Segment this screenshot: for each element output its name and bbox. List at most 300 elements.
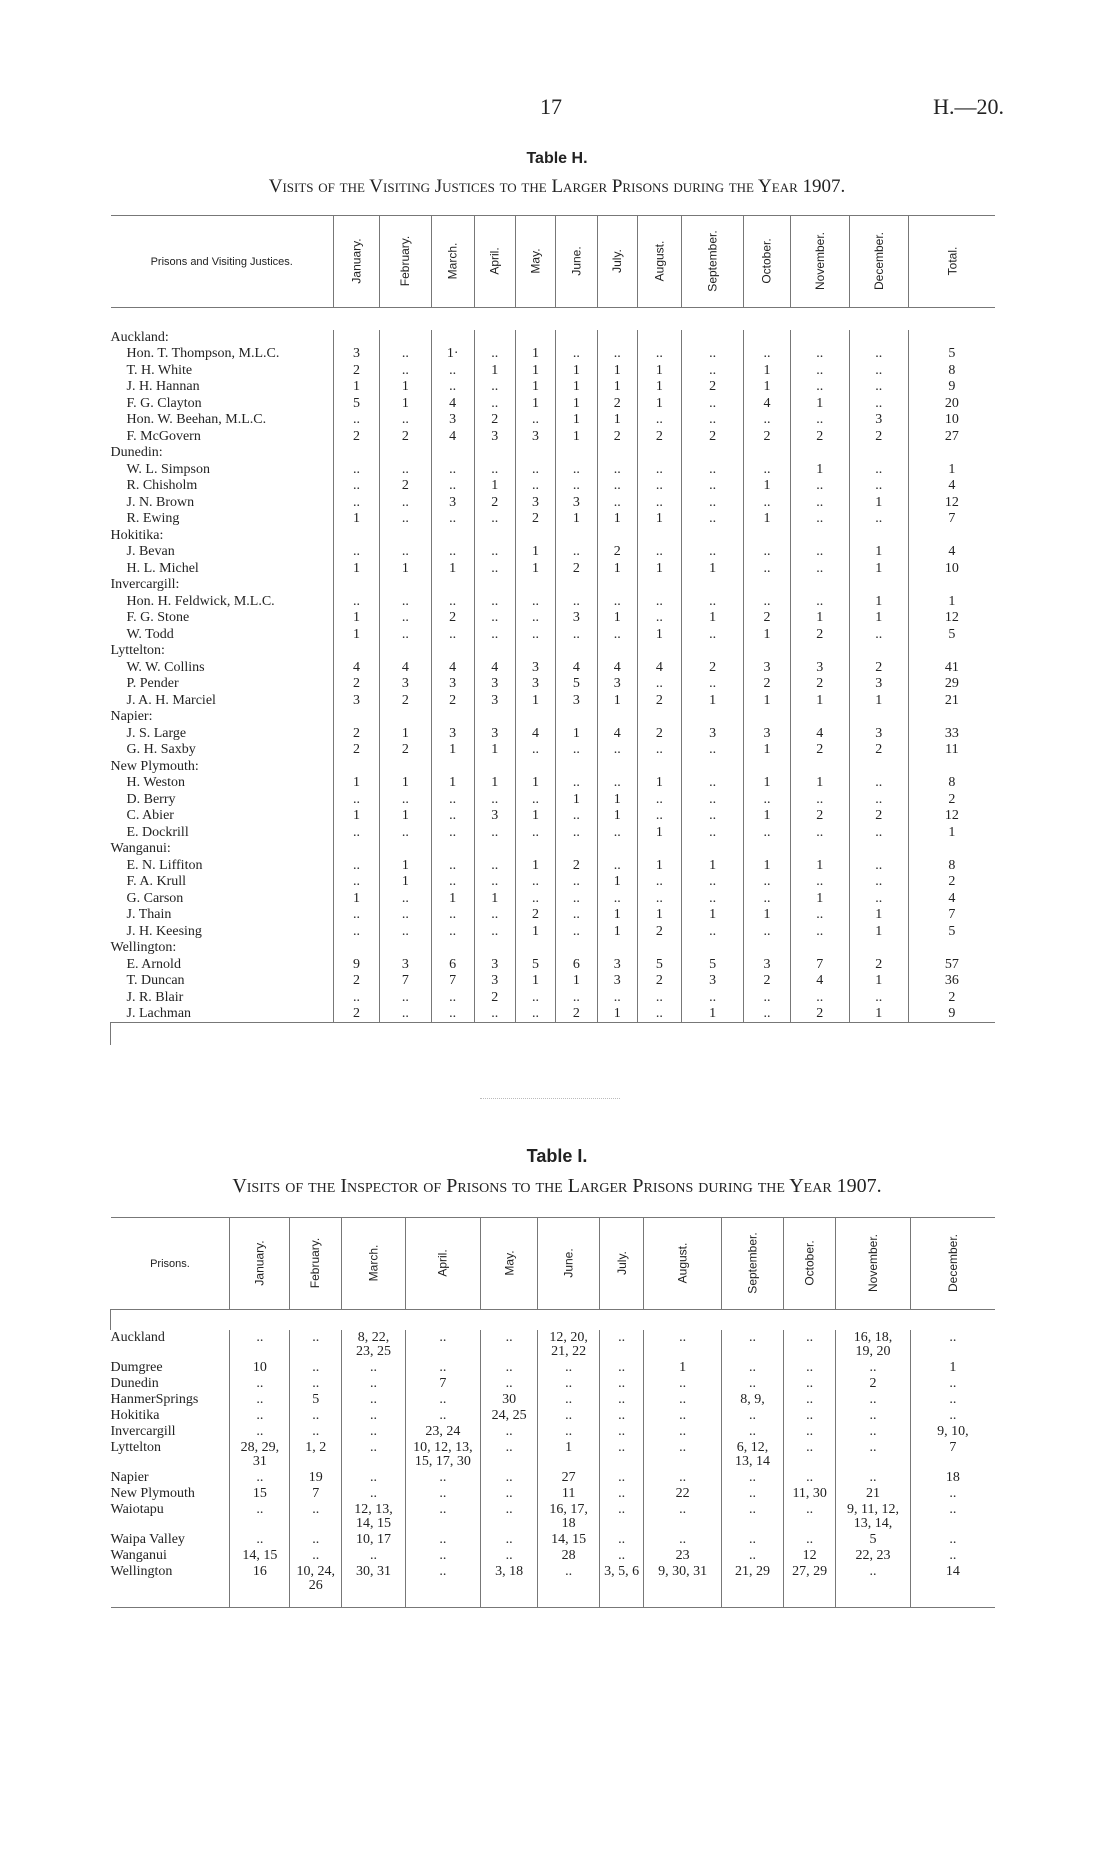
visit-count: .. <box>333 412 379 429</box>
justice-row <box>111 924 996 941</box>
visit-count <box>556 940 597 957</box>
visit-count: 1 <box>637 907 681 924</box>
visit-count: 1 <box>790 396 849 413</box>
visit-count: .. <box>474 396 515 413</box>
visit-count: 2 <box>637 924 681 941</box>
visit-count: .. <box>333 594 379 611</box>
visit-count: 1 <box>637 396 681 413</box>
visit-count: .. <box>474 627 515 644</box>
visit-count <box>790 709 849 726</box>
visit-count <box>790 841 849 858</box>
visit-count: 1 <box>637 363 681 380</box>
visit-count: 1 <box>790 891 849 908</box>
visit-dates: .. <box>290 1532 342 1548</box>
visit-dates: .. <box>910 1392 995 1408</box>
visit-count: .. <box>637 610 681 627</box>
visit-count <box>637 940 681 957</box>
visit-count: 2 <box>908 874 995 891</box>
table-h-body <box>111 308 996 1045</box>
visit-count <box>556 643 597 660</box>
prison-group-row <box>111 643 996 660</box>
visit-count <box>744 577 790 594</box>
month-header-label: April. <box>487 246 502 275</box>
month-header <box>681 216 743 308</box>
visit-count: 10 <box>908 561 995 578</box>
visit-count <box>333 709 379 726</box>
visit-count: 1 <box>597 924 637 941</box>
visit-count: .. <box>380 511 431 528</box>
visit-dates: .. <box>405 1486 480 1502</box>
prison-group-row <box>111 709 996 726</box>
table-i <box>110 1217 995 1608</box>
visit-dates: .. <box>784 1376 836 1392</box>
visit-count <box>556 709 597 726</box>
visit-count <box>790 940 849 957</box>
prison-name: Invercargill: <box>110 577 180 593</box>
visit-count <box>744 528 790 545</box>
visit-count <box>908 940 995 957</box>
visit-count: 4 <box>431 660 474 677</box>
visit-count: 3 <box>681 973 743 990</box>
visit-count: 5 <box>908 924 995 941</box>
justice-row <box>111 775 996 792</box>
justice-name: R. Ewing <box>126 511 180 527</box>
justice-name: H. L. Michel <box>126 560 199 576</box>
visit-count: 1 <box>637 511 681 528</box>
visit-dates: 30 <box>480 1392 537 1408</box>
visit-dates: 10, 17 <box>342 1532 406 1548</box>
visit-dates: .. <box>721 1532 783 1548</box>
visit-dates: .. <box>644 1330 721 1360</box>
visit-count: 2 <box>380 429 431 446</box>
prison-row <box>111 1486 996 1502</box>
justice-row <box>111 544 996 561</box>
justice-row <box>111 1006 996 1023</box>
visit-count: 7 <box>790 957 849 974</box>
visit-count: .. <box>849 858 908 875</box>
visit-count: 2 <box>431 693 474 710</box>
visit-count: .. <box>380 346 431 363</box>
visit-dates: .. <box>599 1392 644 1408</box>
visit-count <box>431 709 474 726</box>
visit-count: 1 <box>431 561 474 578</box>
visit-count: 2 <box>908 792 995 809</box>
justice-row <box>111 891 996 908</box>
visit-count <box>333 330 379 347</box>
visit-count <box>637 841 681 858</box>
visit-count: 3 <box>556 610 597 627</box>
prison-name: Waiotapu <box>110 1501 164 1517</box>
justice-row <box>111 462 996 479</box>
visit-count: .. <box>849 511 908 528</box>
justice-row <box>111 874 996 891</box>
visit-count: .. <box>849 478 908 495</box>
visit-count: .. <box>744 792 790 809</box>
visit-count: .. <box>637 478 681 495</box>
justice-row <box>111 594 996 611</box>
justice-name: W. L. Simpson <box>126 461 210 477</box>
visit-count: .. <box>515 627 555 644</box>
visit-count <box>790 759 849 776</box>
visit-dates: .. <box>910 1408 995 1424</box>
visit-count: .. <box>333 792 379 809</box>
visit-count: .. <box>597 825 637 842</box>
visit-count: .. <box>515 792 555 809</box>
visit-count: .. <box>474 792 515 809</box>
visit-count: .. <box>597 775 637 792</box>
visit-count: .. <box>681 808 743 825</box>
visit-dates: .. <box>599 1502 644 1532</box>
visit-dates: 9, 11, 12, 13, 14, <box>836 1502 911 1532</box>
month-header <box>910 1218 995 1310</box>
visit-count: .. <box>637 544 681 561</box>
visit-count: .. <box>515 1006 555 1023</box>
visit-dates: 1 <box>910 1360 995 1376</box>
month-header <box>599 1218 644 1310</box>
prison-name: Hokitika: <box>110 527 164 543</box>
prison-name: HanmerSprings <box>110 1391 199 1407</box>
visit-count: 1 <box>474 478 515 495</box>
visit-count: .. <box>431 363 474 380</box>
visit-count: 7 <box>380 973 431 990</box>
month-header-label: June. <box>569 245 584 276</box>
visit-count: 1 <box>849 610 908 627</box>
visit-count: 2 <box>333 742 379 759</box>
visit-dates: .. <box>480 1532 537 1548</box>
visit-dates: .. <box>405 1392 480 1408</box>
visit-count <box>790 528 849 545</box>
prison-row <box>111 1564 996 1608</box>
visit-count: .. <box>515 478 555 495</box>
visit-count: .. <box>637 1006 681 1023</box>
month-header-label: February. <box>308 1237 323 1288</box>
visit-count: .. <box>556 891 597 908</box>
visit-count: 4 <box>908 478 995 495</box>
justice-row <box>111 346 996 363</box>
justice-row <box>111 379 996 396</box>
visit-count: .. <box>637 495 681 512</box>
visit-count: 2 <box>333 429 379 446</box>
visit-count <box>744 940 790 957</box>
visit-count: 5 <box>556 676 597 693</box>
visit-count <box>515 577 555 594</box>
visit-count: 2 <box>637 973 681 990</box>
month-header-label: March. <box>445 242 460 279</box>
visit-count: .. <box>744 462 790 479</box>
visit-count: 4 <box>431 429 474 446</box>
visit-count <box>597 330 637 347</box>
visit-count: 3 <box>474 429 515 446</box>
visit-count: .. <box>790 478 849 495</box>
visit-count: .. <box>380 891 431 908</box>
visit-count: 9 <box>908 379 995 396</box>
visit-count: 1 <box>849 561 908 578</box>
visit-dates: .. <box>721 1330 783 1360</box>
visit-dates: .. <box>538 1360 599 1376</box>
month-header-label: October. <box>802 1239 817 1286</box>
visit-dates: .. <box>836 1440 911 1470</box>
justice-name: W. W. Collins <box>126 659 205 675</box>
table-i-first-header: Prisons. <box>150 1257 190 1270</box>
visit-count: 1 <box>515 544 555 561</box>
visit-count: .. <box>681 594 743 611</box>
visit-count <box>681 577 743 594</box>
month-header <box>637 216 681 308</box>
visit-count: .. <box>515 874 555 891</box>
visit-dates: .. <box>405 1502 480 1532</box>
visit-count <box>849 709 908 726</box>
month-header <box>230 1218 290 1310</box>
visit-count: .. <box>637 412 681 429</box>
visit-dates: .. <box>644 1424 721 1440</box>
visit-dates: .. <box>405 1360 480 1376</box>
month-header-label: June. <box>561 1247 576 1278</box>
visit-count: .. <box>849 462 908 479</box>
visit-count: 10 <box>908 412 995 429</box>
visit-count: 12 <box>908 610 995 627</box>
visit-count: 2 <box>431 610 474 627</box>
visit-count: 3 <box>474 808 515 825</box>
table-i-header-row <box>111 1218 996 1310</box>
visit-count <box>333 759 379 776</box>
justice-name: Hon. H. Feldwick, M.L.C. <box>126 593 275 609</box>
visit-count: .. <box>515 594 555 611</box>
visit-dates: .. <box>721 1360 783 1376</box>
visit-dates: .. <box>342 1548 406 1564</box>
month-header-label: April. <box>435 1248 450 1277</box>
visit-count: 1 <box>790 462 849 479</box>
visit-count: .. <box>333 478 379 495</box>
justice-name: J. H. Keesing <box>126 923 202 939</box>
visit-count: 1 <box>515 561 555 578</box>
visit-count <box>908 841 995 858</box>
visit-dates: 19 <box>290 1470 342 1486</box>
visit-count: 1 <box>597 874 637 891</box>
visit-count: .. <box>637 874 681 891</box>
visit-dates: .. <box>290 1502 342 1532</box>
visit-count: 2 <box>333 1006 379 1023</box>
visit-count: 1 <box>515 379 555 396</box>
visit-count: 1 <box>431 891 474 908</box>
visit-dates: 22, 23 <box>836 1548 911 1564</box>
visit-count <box>681 528 743 545</box>
visit-count: 3 <box>474 957 515 974</box>
month-header <box>644 1218 721 1310</box>
visit-count: .. <box>431 462 474 479</box>
prison-row <box>111 1440 996 1470</box>
visit-count: 1 <box>908 594 995 611</box>
visit-count: .. <box>380 627 431 644</box>
prison-row <box>111 1360 996 1376</box>
visit-count: 2 <box>849 808 908 825</box>
visit-count: .. <box>681 346 743 363</box>
justice-name: E. Dockrill <box>126 824 189 840</box>
visit-count: 12 <box>908 808 995 825</box>
visit-count: 3 <box>474 693 515 710</box>
visit-dates: .. <box>342 1392 406 1408</box>
visit-count <box>515 528 555 545</box>
visit-dates: .. <box>480 1376 537 1392</box>
visit-count: .. <box>849 792 908 809</box>
visit-count: 1 <box>474 775 515 792</box>
visit-count: 3 <box>515 676 555 693</box>
visit-count: .. <box>380 924 431 941</box>
visit-dates: .. <box>784 1392 836 1408</box>
visit-count: .. <box>681 412 743 429</box>
visit-count <box>637 709 681 726</box>
prison-name: Wellington <box>110 1563 173 1579</box>
month-header <box>790 216 849 308</box>
visit-dates: .. <box>405 1330 480 1360</box>
visit-dates: .. <box>721 1376 783 1392</box>
month-header <box>333 216 379 308</box>
visit-count: 3 <box>431 495 474 512</box>
visit-dates: 27 <box>538 1470 599 1486</box>
visit-count <box>597 940 637 957</box>
visit-count: .. <box>474 594 515 611</box>
visit-count: .. <box>744 1006 790 1023</box>
visit-count: 2 <box>849 660 908 677</box>
visit-count: .. <box>431 858 474 875</box>
visit-count: .. <box>515 462 555 479</box>
visit-count: 1 <box>556 511 597 528</box>
justice-name: J. Bevan <box>126 544 175 560</box>
justice-row <box>111 676 996 693</box>
visit-count: 1 <box>849 544 908 561</box>
visit-dates: .. <box>480 1360 537 1376</box>
visit-count: 5 <box>908 627 995 644</box>
justice-name: R. Chisholm <box>126 478 198 494</box>
visit-dates: 1, 2 <box>290 1440 342 1470</box>
visit-count: 2 <box>597 429 637 446</box>
visit-count: .. <box>380 907 431 924</box>
visit-count: 3 <box>556 495 597 512</box>
month-header <box>597 216 637 308</box>
month-header-label: December. <box>945 1233 960 1292</box>
visit-count: .. <box>744 412 790 429</box>
visit-count <box>744 841 790 858</box>
visit-count: 1 <box>333 561 379 578</box>
visit-count: 1 <box>681 858 743 875</box>
visit-count: 1 <box>474 891 515 908</box>
visit-count: 1 <box>744 379 790 396</box>
visit-count: .. <box>849 627 908 644</box>
visit-count: .. <box>849 363 908 380</box>
visit-dates: 1 <box>538 1440 599 1470</box>
visit-count <box>474 330 515 347</box>
visit-count: 9 <box>908 1006 995 1023</box>
visit-count <box>431 528 474 545</box>
justice-name: C. Abier <box>126 808 174 824</box>
visit-count: .. <box>597 891 637 908</box>
visit-count: 3 <box>849 676 908 693</box>
visit-count: .. <box>333 825 379 842</box>
visit-count: .. <box>333 924 379 941</box>
visit-count: 2 <box>681 660 743 677</box>
visit-count: 1 <box>681 610 743 627</box>
visit-dates: .. <box>480 1424 537 1440</box>
table-h-first-header: Prisons and Visiting Justices. <box>150 255 293 268</box>
justice-name: G. H. Saxby <box>126 742 196 758</box>
table-h <box>110 215 995 1045</box>
visit-count: 3 <box>597 957 637 974</box>
visit-dates: 1 <box>644 1360 721 1376</box>
visit-dates: 23, 24 <box>405 1424 480 1440</box>
prison-row <box>111 1502 996 1532</box>
visit-count: 1 <box>380 858 431 875</box>
visit-dates: .. <box>721 1408 783 1424</box>
visit-dates: .. <box>290 1548 342 1564</box>
visit-count: 4 <box>431 396 474 413</box>
visit-count <box>380 577 431 594</box>
visit-count: 1 <box>849 495 908 512</box>
visit-count: 33 <box>908 726 995 743</box>
visit-count: 2 <box>637 429 681 446</box>
visit-dates: .. <box>836 1392 911 1408</box>
visit-count: .. <box>790 544 849 561</box>
visit-count: .. <box>790 495 849 512</box>
visit-count <box>515 330 555 347</box>
visit-dates: .. <box>405 1548 480 1564</box>
visit-count <box>474 841 515 858</box>
visit-count: 3 <box>744 957 790 974</box>
visit-count: .. <box>681 775 743 792</box>
visit-count: 1 <box>744 907 790 924</box>
visit-count <box>908 759 995 776</box>
visit-dates: 7 <box>405 1376 480 1392</box>
visit-count: 2 <box>637 693 681 710</box>
month-header-label: November. <box>865 1233 880 1292</box>
prison-group-row <box>111 841 996 858</box>
visit-count <box>681 841 743 858</box>
visit-count <box>849 445 908 462</box>
justice-row <box>111 412 996 429</box>
visit-dates: .. <box>290 1376 342 1392</box>
visit-count: .. <box>681 676 743 693</box>
visit-count: 2 <box>849 429 908 446</box>
visit-count <box>380 643 431 660</box>
visit-dates: .. <box>784 1408 836 1424</box>
visit-count: 2 <box>744 610 790 627</box>
visit-dates: .. <box>910 1548 995 1564</box>
prison-group-row <box>111 759 996 776</box>
prison-name: Dunedin: <box>110 445 163 461</box>
visit-count: 1 <box>637 561 681 578</box>
visit-count: .. <box>556 924 597 941</box>
visit-count: 3 <box>333 693 379 710</box>
visit-count: 2 <box>474 412 515 429</box>
month-header-label: September. <box>745 1231 760 1294</box>
visit-count: .. <box>515 412 555 429</box>
visit-count: 4 <box>908 544 995 561</box>
spacer-row <box>111 1310 996 1330</box>
visit-count: .. <box>637 792 681 809</box>
visit-count <box>431 759 474 776</box>
visit-count: .. <box>474 544 515 561</box>
visit-count <box>637 330 681 347</box>
month-header-label: August. <box>652 240 667 281</box>
visit-count <box>333 643 379 660</box>
visit-count: .. <box>431 627 474 644</box>
visit-count: 1 <box>474 363 515 380</box>
visit-count: 2 <box>474 990 515 1007</box>
visit-dates: .. <box>721 1486 783 1502</box>
prison-name: Lyttelton <box>110 1439 162 1455</box>
visit-count <box>744 709 790 726</box>
justice-row <box>111 742 996 759</box>
visit-count: .. <box>515 610 555 627</box>
visit-count <box>431 330 474 347</box>
